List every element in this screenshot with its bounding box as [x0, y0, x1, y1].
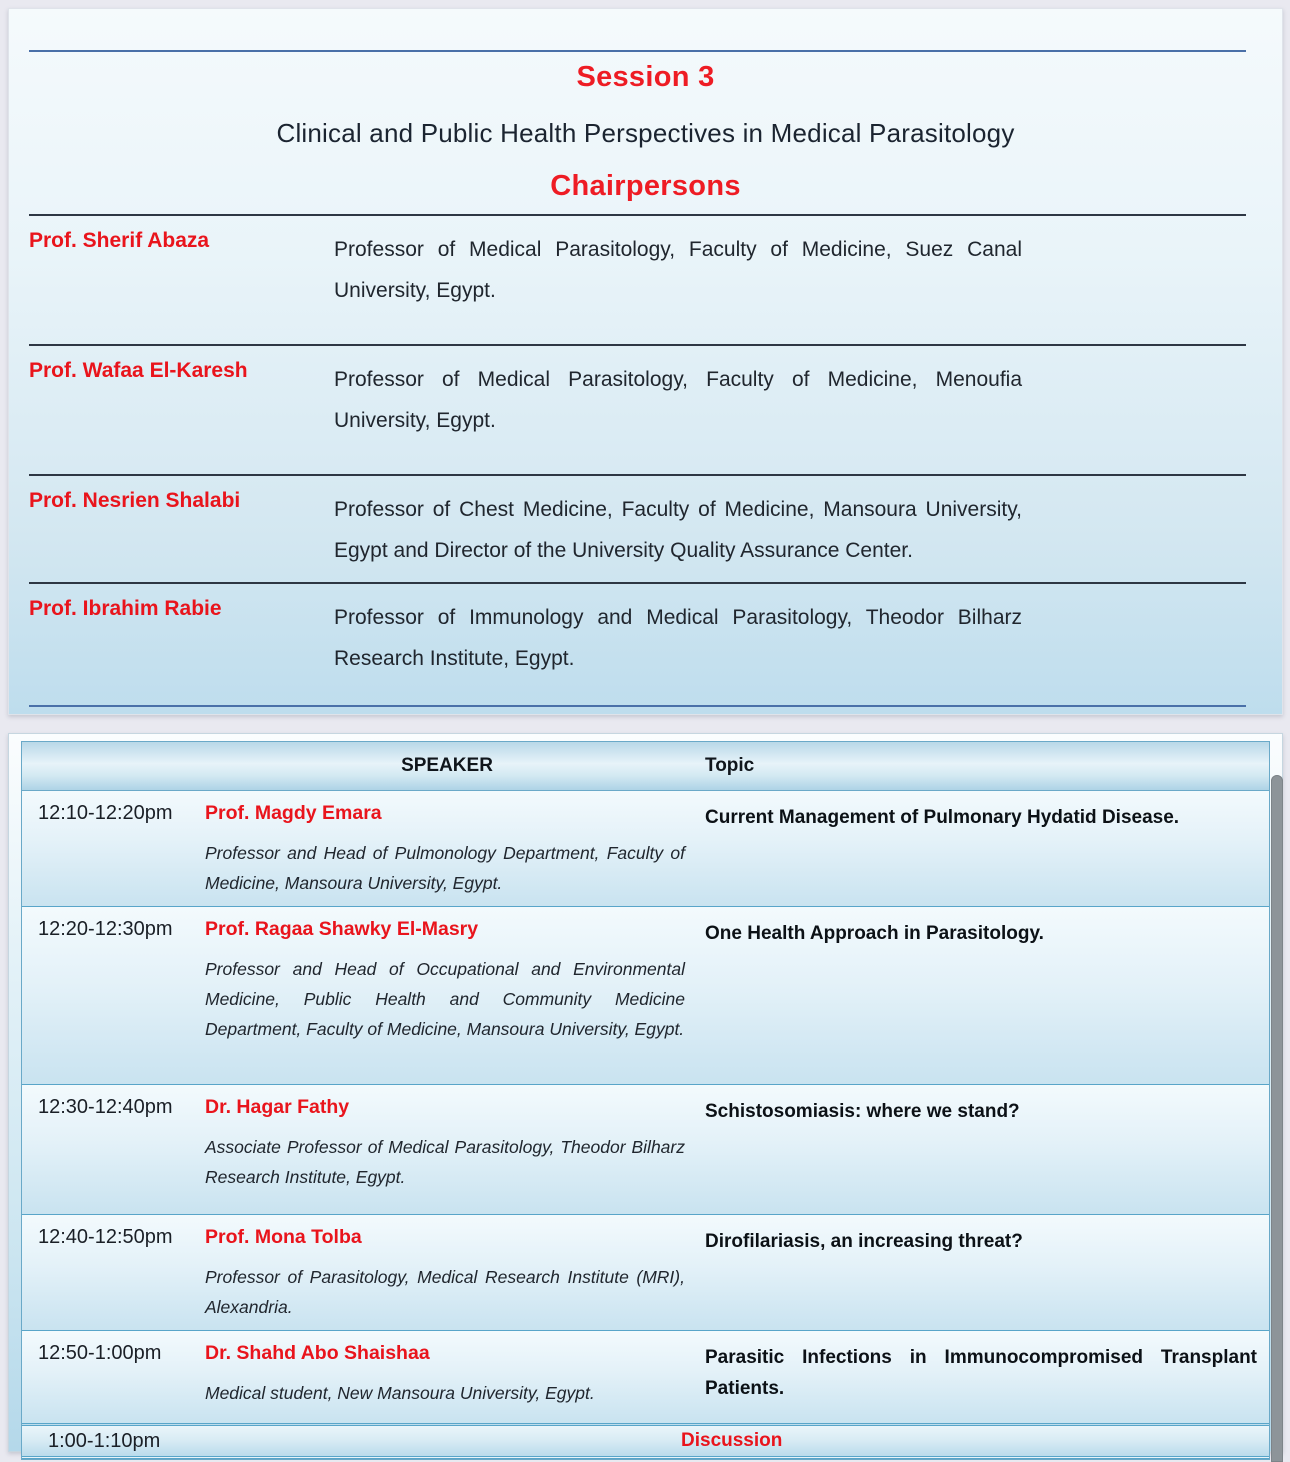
speaker-affiliation: Professor and Head of Occupational and Environmental Medicine, Public Health and Community Medicine Department, Faculty of Medicine, Mansoura University, Egypt.	[205, 959, 685, 1039]
chairperson-affiliation: Professor of Immunology and Medical Parasitology, Theodor Bilharz Research Institute, Egypt.	[334, 606, 1022, 670]
chairperson-row-spacer	[1022, 229, 1246, 344]
speaker-name: Dr. Hagar Fathy	[205, 1096, 350, 1118]
chairperson-row-spacer	[1022, 359, 1246, 474]
speaker-cell	[197, 1226, 697, 1322]
speaker-cell	[197, 1342, 697, 1408]
session-title: Session 3	[576, 61, 715, 93]
speaker-name: Prof. Ragaa Shawky El-Masry	[205, 918, 479, 940]
discussion-time: 1:00-1:10pm	[48, 1429, 161, 1452]
session-header-card	[8, 8, 1283, 715]
speaker-name: Prof. Mona Tolba	[205, 1226, 362, 1248]
vertical-scrollbar-thumb[interactable]	[1271, 775, 1283, 1462]
speaker-cell	[197, 1096, 697, 1192]
session-time: 12:50-1:00pm	[38, 1342, 162, 1364]
schedule-table-card	[8, 733, 1283, 1452]
chairperson-row	[29, 214, 1246, 344]
discussion-row	[22, 1423, 1269, 1459]
talk-topic: Schistosomiasis: where we stand?	[705, 1101, 1020, 1122]
schedule-header-row	[21, 741, 1270, 791]
schedule-row	[22, 791, 1269, 907]
schedule-body	[21, 791, 1270, 1460]
chairperson-row-spacer	[1022, 597, 1246, 708]
chairperson-name: Prof. Nesrien Shalabi	[29, 489, 241, 512]
chairperson-name: Prof. Wafaa El-Karesh	[29, 359, 248, 382]
chairperson-affiliation: Professor of Medical Parasitology, Faculty of Medicine, Suez Canal University, Egypt.	[334, 238, 1022, 302]
talk-topic: Current Management of Pulmonary Hydatid Disease.	[705, 807, 1180, 828]
chairperson-row	[29, 582, 1246, 708]
top-divider-line	[29, 50, 1246, 52]
chairperson-name: Prof. Sherif Abaza	[29, 229, 210, 252]
speaker-name: Prof. Magdy Emara	[205, 802, 382, 824]
chairpersons-list	[29, 214, 1246, 708]
speaker-affiliation: Associate Professor of Medical Parasitology, Theodor Bilharz Research Institute, Egypt.	[205, 1137, 685, 1187]
schedule-row	[22, 1331, 1269, 1423]
session-subtitle: Clinical and Public Health Perspectives in Medical Parasitology	[276, 118, 1015, 148]
speaker-column-header: SPEAKER	[401, 755, 493, 776]
session-time: 12:20-12:30pm	[38, 918, 173, 940]
bottom-divider-line	[29, 705, 1246, 707]
chairperson-affiliation: Professor of Chest Medicine, Faculty of Medicine, Mansoura University, Egypt and Director of the University Quality Assurance Center.	[334, 498, 1022, 562]
speaker-affiliation: Medical student, New Mansoura University, Egypt.	[205, 1383, 595, 1403]
speaker-affiliation: Professor of Parasitology, Medical Research Institute (MRI), Alexandria.	[205, 1267, 685, 1317]
chairperson-name: Prof. Ibrahim Rabie	[29, 597, 222, 620]
talk-topic: Dirofilariasis, an increasing threat?	[705, 1231, 1023, 1252]
chairpersons-heading: Chairpersons	[550, 170, 741, 202]
talk-topic: One Health Approach in Parasitology.	[705, 923, 1044, 944]
topic-column-header: Topic	[705, 755, 755, 776]
schedule-row	[22, 1215, 1269, 1331]
schedule-row	[22, 907, 1269, 1085]
schedule-row	[22, 1085, 1269, 1215]
chairperson-row	[29, 474, 1246, 582]
talk-topic: Parasitic Infections in Immunocompromised Transplant Patients.	[705, 1347, 1257, 1399]
chairperson-row	[29, 344, 1246, 474]
discussion-label: Discussion	[681, 1430, 783, 1451]
session-time: 12:10-12:20pm	[38, 802, 173, 824]
speaker-affiliation: Professor and Head of Pulmonology Department, Faculty of Medicine, Mansoura University, Egypt.	[205, 843, 685, 893]
session-time: 12:40-12:50pm	[38, 1226, 173, 1248]
speaker-cell	[197, 802, 697, 898]
session-time: 12:30-12:40pm	[38, 1096, 173, 1118]
chairperson-affiliation: Professor of Medical Parasitology, Faculty of Medicine, Menoufia University, Egypt.	[334, 368, 1022, 432]
speaker-cell	[197, 918, 697, 1044]
speaker-name: Dr. Shahd Abo Shaishaa	[205, 1342, 430, 1364]
chairperson-row-spacer	[1022, 489, 1246, 582]
